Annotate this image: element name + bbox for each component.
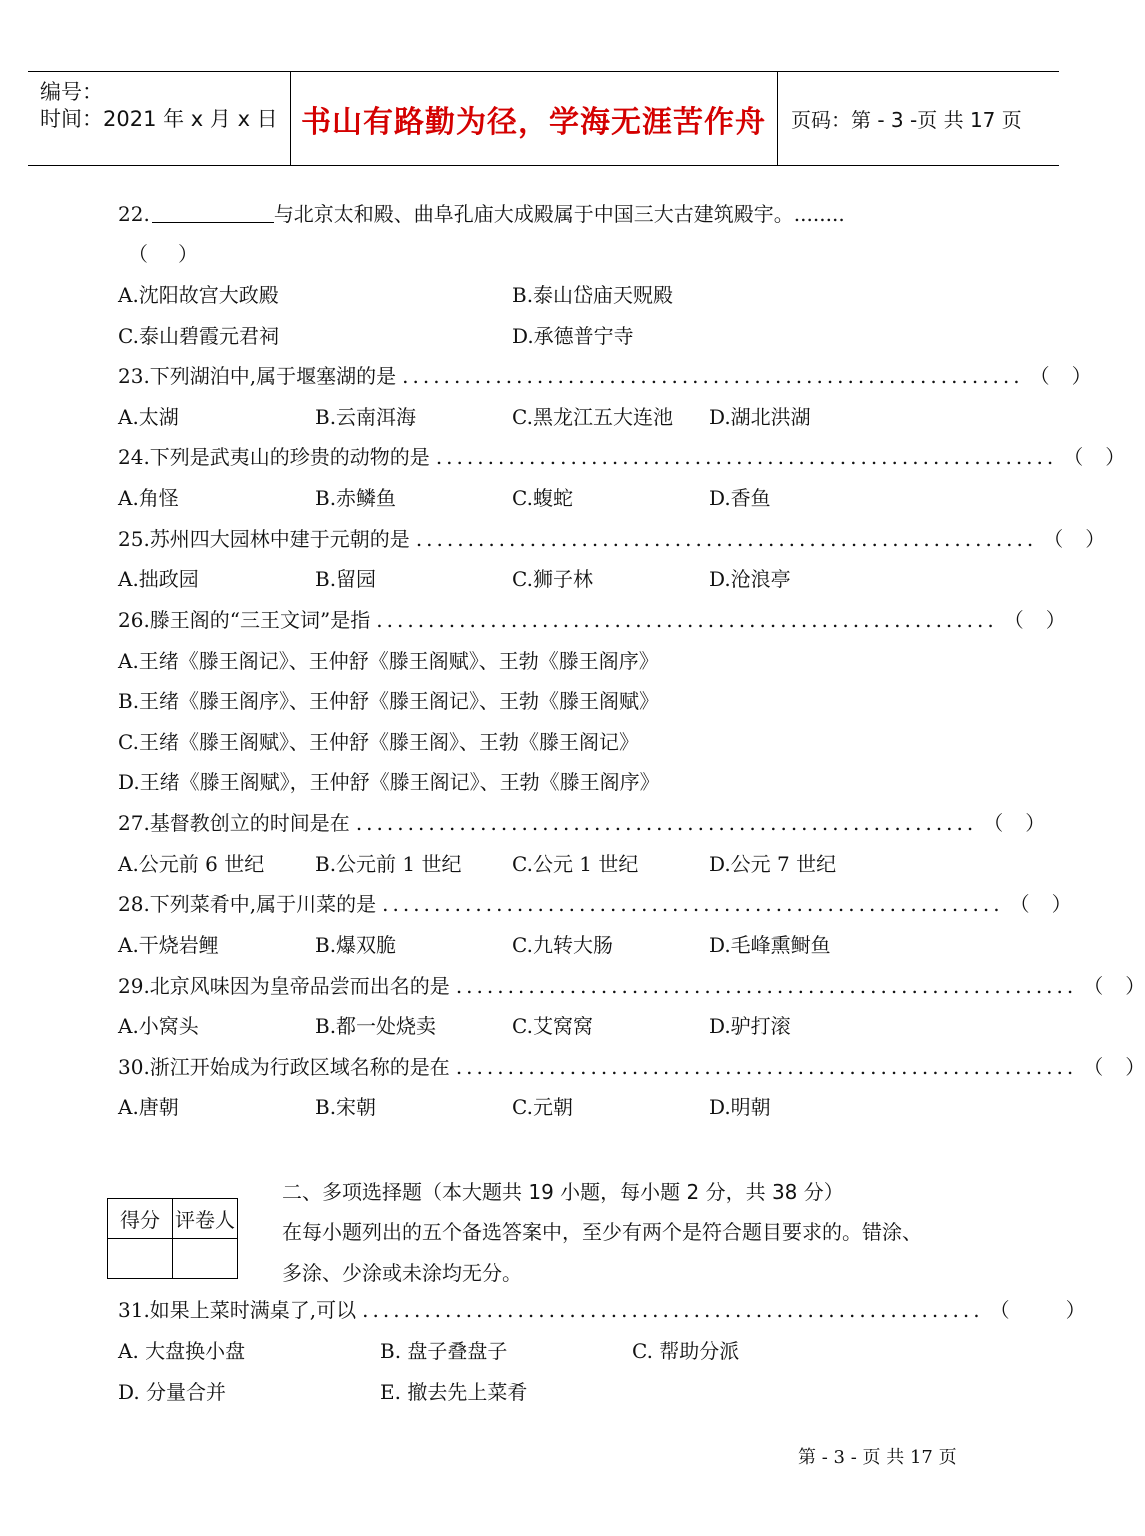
option: B.留园 [315,567,377,591]
option: C.王绪《滕王阁赋》、王仲舒《滕王阁》、王勃《滕王阁记》 [118,730,639,754]
option: A.沈阳故宫大政殿 [118,283,279,307]
option: D.香鱼 [709,486,771,510]
leader-dots: ............................................................ [455,1055,1078,1079]
option: A.角怪 [118,486,179,510]
motto: 书山有路勤为径，学海无涯苦作舟 [301,104,766,140]
answer-paren: （ ） [1009,892,1072,916]
leader-dots: ............................................................ [435,445,1058,469]
option: A.王绪《滕王阁记》、王仲舒《滕王阁赋》、王勃《滕王阁序》 [118,649,659,673]
question-31-stem: 31.如果上菜时满桌了,可以 ............................................................ （ ） [118,1298,1086,1322]
option: D.承德普宁寺 [512,324,634,348]
option: C.蝮蛇 [512,486,573,510]
answer-paren: （ ） [1003,608,1066,632]
answer-paren: （ ） [1029,364,1092,388]
question-26-stem: 26.滕王阁的“三王文词”是指 ............................................................ （ ） [118,608,1066,632]
leader-dots: ............................................................ [376,608,998,632]
question-24-stem: 24.下列是武夷山的珍贵的动物的是 ............................................................ （ ） [118,445,1126,469]
grader-label: 评卷人 [173,1199,238,1239]
option: B.都一处烧卖 [315,1014,437,1038]
option: D.明朝 [709,1095,771,1119]
option: C.黑龙江五大连池 [512,405,673,429]
option: A.小窝头 [118,1014,199,1038]
option: A.唐朝 [118,1095,179,1119]
answer-paren: （ ） [983,811,1046,835]
question-27-stem: 27.基督教创立的时间是在 ............................................................ （ ） [118,811,1046,835]
option: C.九转大肠 [512,933,613,957]
answer-paren: （ ） [1043,527,1106,551]
question-30-stem: 30.浙江开始成为行政区域名称的是在 ............................................................ （ ） [118,1055,1145,1079]
question-29-stem: 29.北京风味因为皇帝品尝而出名的是 ............................................................ （ ） [118,974,1145,998]
question-23-stem: 23.下列湖泊中,属于堰塞湖的是 ............................................................ （ ） [118,364,1092,388]
header-center-cell [290,72,778,165]
option: B.泰山岱庙天贶殿 [512,283,674,307]
option: B.赤鳞鱼 [315,486,397,510]
option: A.干烧岩鲤 [118,933,219,957]
score-table [107,1198,238,1279]
option: D.沧浪亭 [709,567,791,591]
option: C.公元 1 世纪 [512,852,639,876]
option: B.王绪《滕王阁序》、王仲舒《滕王阁记》、王勃《滕王阁赋》 [118,689,660,713]
option: D.毛峰熏鲥鱼 [709,933,831,957]
serial-label: 编号： [40,80,103,104]
option: D.王绪《滕王阁赋》，王仲舒《滕王阁记》、王勃《滕王阁序》 [118,770,660,794]
option: A.太湖 [118,405,179,429]
page-header [28,71,1059,166]
answer-paren: （ ） [1083,974,1145,998]
question-22-paren: （ ） [128,242,198,266]
option: C.狮子林 [512,567,593,591]
answer-paren: （ ） [1063,445,1126,469]
option: D.湖北洪湖 [709,405,811,429]
section-instructions-cont: 多涂、少涂或未涂均无分。 [282,1261,522,1285]
question-22-stem: 22. 与北京太和殿、曲阜孔庙大成殿属于中国三大古建筑殿宇。........ [118,202,845,226]
header-left-cell [28,72,291,165]
question-25-stem: 25.苏州四大园林中建于元朝的是 ............................................................ （ ） [118,527,1106,551]
grader-box [173,1239,238,1279]
header-right-cell [777,72,1059,165]
score-box [108,1239,173,1279]
option: C.泰山碧霞元君祠 [118,324,279,348]
question-28-stem: 28.下列菜肴中,属于川菜的是 ............................................................ （ ） [118,892,1072,916]
leader-dots: ............................................................ [415,527,1038,551]
option: A.公元前 6 世纪 [118,852,265,876]
answer-blank [152,202,274,223]
option: C. 帮助分派 [632,1339,740,1363]
score-label: 得分 [108,1199,173,1239]
option: D. 分量合并 [118,1380,227,1404]
leader-dots: ............................................................ [455,974,1078,998]
time-label: 时间：2021 年 x 月 x 日 [40,107,278,131]
page-label: 页码：第 - 3 -页 共 17 页 [791,108,1022,132]
section-title: 二、多项选择题（本大题共 19 小题，每小题 2 分，共 38 分） [282,1180,844,1204]
option: D.公元 7 世纪 [709,852,837,876]
page-footer: 第 - 3 - 页 共 17 页 [798,1447,957,1468]
option: A. 大盘换小盘 [118,1339,246,1363]
leader-dots: ............................................................ [382,892,1004,916]
option: D.驴打滚 [709,1014,791,1038]
leader-dots: ............................................................ [355,811,978,835]
option: B.云南洱海 [315,405,417,429]
option: A.拙政园 [118,567,199,591]
option: C.艾窝窝 [512,1014,593,1038]
leader-dots: ............................................................ [402,364,1024,388]
leader-dots: ............................................................ [362,1298,984,1322]
option: E. 撤去先上菜肴 [380,1380,528,1404]
answer-paren: （ ） [1083,1055,1145,1079]
option: B.公元前 1 世纪 [315,852,462,876]
option: C.元朝 [512,1095,573,1119]
section-instructions: 在每小题列出的五个备选答案中，至少有两个是符合题目要求的。错涂、 [282,1220,922,1244]
option: B.宋朝 [315,1095,377,1119]
answer-paren: （ ） [989,1298,1086,1322]
option: B.爆双脆 [315,933,397,957]
option: B. 盘子叠盘子 [380,1339,508,1363]
